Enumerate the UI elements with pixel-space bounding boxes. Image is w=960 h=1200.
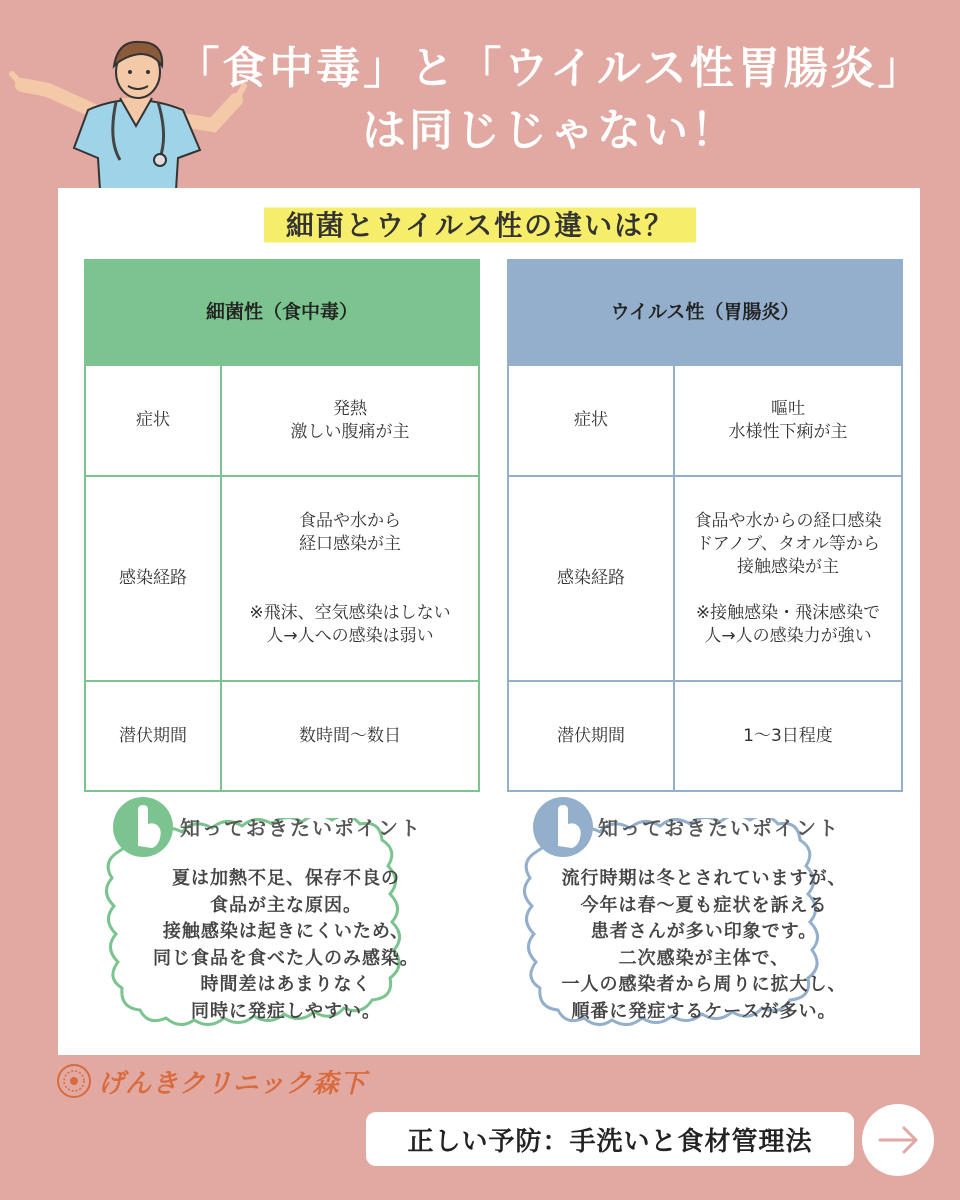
viral-value-incubation: 1〜3日程度 bbox=[674, 681, 902, 791]
viral-value-symptom: 嘔吐 水様性下痢が主 bbox=[674, 365, 902, 476]
bacterial-value-incubation: 数時間〜数日 bbox=[221, 681, 479, 791]
clinic-logo-icon bbox=[56, 1063, 92, 1099]
bacterial-point-title: 知っておきたいポイント bbox=[180, 816, 422, 840]
bacterial-value-symptom: 発熱 激しい腹痛が主 bbox=[221, 365, 479, 476]
bacterial-label-route: 感染経路 bbox=[85, 476, 221, 681]
viral-value-route: 食品や水からの経口感染 ドアノブ、タオル等から 接触感染が主 ※接触感染・飛沫感染で 人→人の感染力が強い bbox=[674, 476, 902, 681]
prevention-link-button[interactable]: 正しい予防：手洗いと食材管理法 bbox=[366, 1112, 854, 1166]
viral-label-route: 感染経路 bbox=[508, 476, 674, 681]
title-line-1: 「食中毒」と「ウイルス性胃腸炎」 bbox=[175, 43, 925, 94]
clinic-logo bbox=[56, 1060, 366, 1102]
viral-table bbox=[507, 259, 903, 792]
bacterial-value-route: 食品や水から 経口感染が主 ※飛沫、空気感染はしない 人→人への感染は弱い bbox=[221, 476, 479, 681]
bacterial-label-symptom: 症状 bbox=[85, 365, 221, 476]
subtitle-wrap bbox=[0, 200, 960, 250]
clinic-name: げんきクリニック森下 bbox=[98, 1068, 367, 1099]
page-title bbox=[160, 38, 940, 162]
pointing-hand-icon bbox=[532, 796, 594, 858]
pointing-hand-icon bbox=[112, 796, 174, 858]
viral-header: ウイルス性（胃腸炎） bbox=[508, 260, 902, 365]
subtitle: 細菌とウイルス性の違いは？ bbox=[264, 200, 696, 250]
viral-point-text: 流行時期は冬とされていますが、 今年は春〜夏も症状を訴える 患者さんが多い印象です。 二次感染が主体で、 一人の感染者から周りに拡大し、 順番に発症するケースが多い。 bbox=[561, 868, 847, 1022]
viral-label-symptom: 症状 bbox=[508, 365, 674, 476]
viral-label-incubation: 潜伏期間 bbox=[508, 681, 674, 791]
bacterial-point-text: 夏は加熱不足、保存不良の 食品が主な原因。 接触感染は起きにくいため、 同じ食品を食べた人のみ感染。 時間差はあまりなく 同時に発症しやすい。 bbox=[153, 868, 419, 1022]
viral-point-title: 知っておきたいポイント bbox=[598, 816, 840, 840]
next-arrow-button[interactable] bbox=[862, 1104, 934, 1176]
title-line-2: は同じじゃない！ bbox=[362, 105, 738, 156]
bacterial-label-incubation: 潜伏期間 bbox=[85, 681, 221, 791]
bacterial-table bbox=[84, 259, 480, 792]
arrow-right-icon bbox=[862, 1104, 934, 1176]
bacterial-header: 細菌性（食中毒） bbox=[85, 260, 479, 365]
